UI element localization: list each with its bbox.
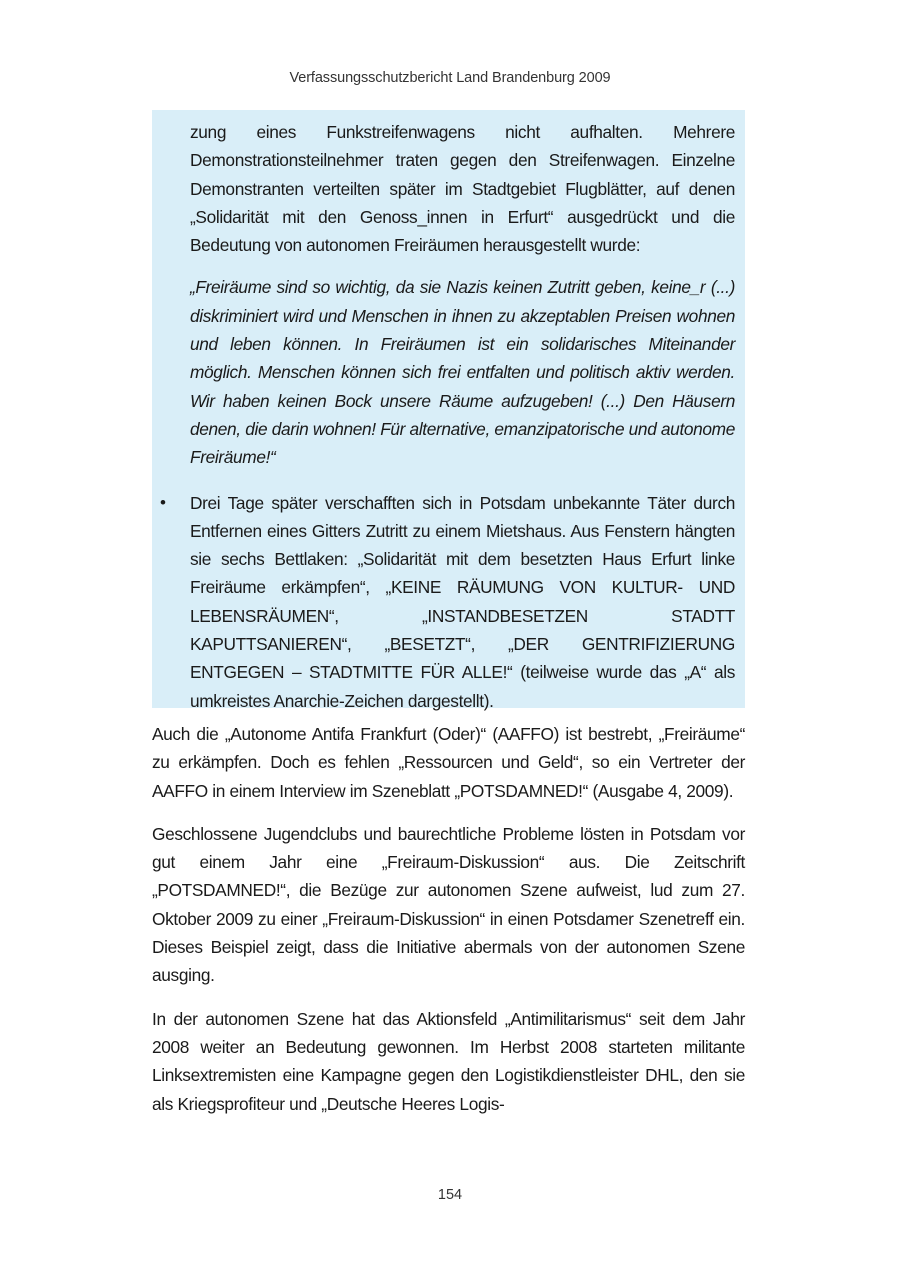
bullet-icon: • — [160, 492, 166, 512]
bullet-text: Drei Tage später verschafften sich in Potsdam unbekannte Täter durch Entfernen eines Gitters Zutritt zu einem Mietshaus. Aus Fenstern hängten sie sechs Bettlaken: „Solidarität mit dem besetzten Haus Erfurt linke Freiräume erkämpfen“, „KEINE RÄUMUNG VON KULTUR- UND LEBENSRÄUMEN“, „INSTANDBESETZEN STADTT KAPUTTSANIEREN“, „BESETZT“, „DER GENTRIFIZIERUNG ENTGEGEN – STADTMITTE FÜR ALLE!“ (teilweise wurde das „A“ als umkreistes Anarchie-Zeichen dargestellt). — [190, 492, 735, 711]
bullet-list-item — [160, 489, 735, 715]
body-paragraph-freiraum-diskussion: Geschlossene Jugendclubs und baurechtliche Probleme lösten in Potsdam vor gut einem Jahr eine „Freiraum-Diskussion“ aus. Die Zeitschrift „POTSDAMNED!“, die Bezüge zur autonomen Szene aufweist, lud zum 27. Oktober 2009 zu einer „Freiraum-Diskussion“ in einen Potsdamer Szenetreff ein. Dieses Beispiel zeigt, dass die Initiative abermals von der autonomen Szene ausging. — [152, 823, 745, 986]
body-text — [152, 720, 745, 1133]
page-number: 154 — [437, 1187, 463, 1203]
page-header: Verfassungsschutzbericht Land Brandenburg 2009 — [289, 70, 611, 86]
box-intro-paragraph: zung eines Funkstreifenwagens nicht aufhalten. Mehrere Demonstrationsteilnehmer traten gegen den Streifenwagen. Einzelne Demonstranten verteilten später im Stadtgebiet Flugblätter, auf denen „Solidarität mit den Genoss_innen in Erfurt“ ausgedrückt und die Bedeutung von autonomen Freiräumen herausgestellt wurde: — [190, 122, 735, 256]
body-paragraph-antimilitarismus: In der autonomen Szene hat das Aktionsfeld „Antimilitarismus“ seit dem Jahr 2008 weiter an Bedeutung gewonnen. Im Herbst 2008 starteten militante Linksextremisten eine Kampagne gegen den Logistikdienstleister DHL, den sie als Kriegsprofiteur und „Deutsche Heeres Logis- — [152, 1008, 745, 1114]
highlight-box — [160, 118, 735, 715]
flyer-quote: „Freiräume sind so wichtig, da sie Nazis keinen Zutritt geben, keine_r (...) diskriminiert wird und Menschen in ihnen zu akzeptablen Preisen wohnen und leben können. In Freiräumen ist ein solidarisches Miteinander möglich. Menschen können sich frei entfalten und politisch aktiv werden. Wir haben keinen Bock unsere Räume aufzugeben! (...) Den Häusern denen, die darin wohnen! Für alternative, emanzipatorische und autonome Freiräume!“ — [190, 277, 735, 468]
body-paragraph-aaffo: Auch die „Autonome Antifa Frankfurt (Oder)“ (AAFFO) ist bestrebt, „Freiräume“ zu erkämpfen. Doch es fehlen „Ressourcen und Geld“, so ein Vertreter der AAFFO in einem Interview im Szeneblatt „POTSDAMNED!“ (Ausgabe 4, 2009). — [152, 724, 745, 801]
